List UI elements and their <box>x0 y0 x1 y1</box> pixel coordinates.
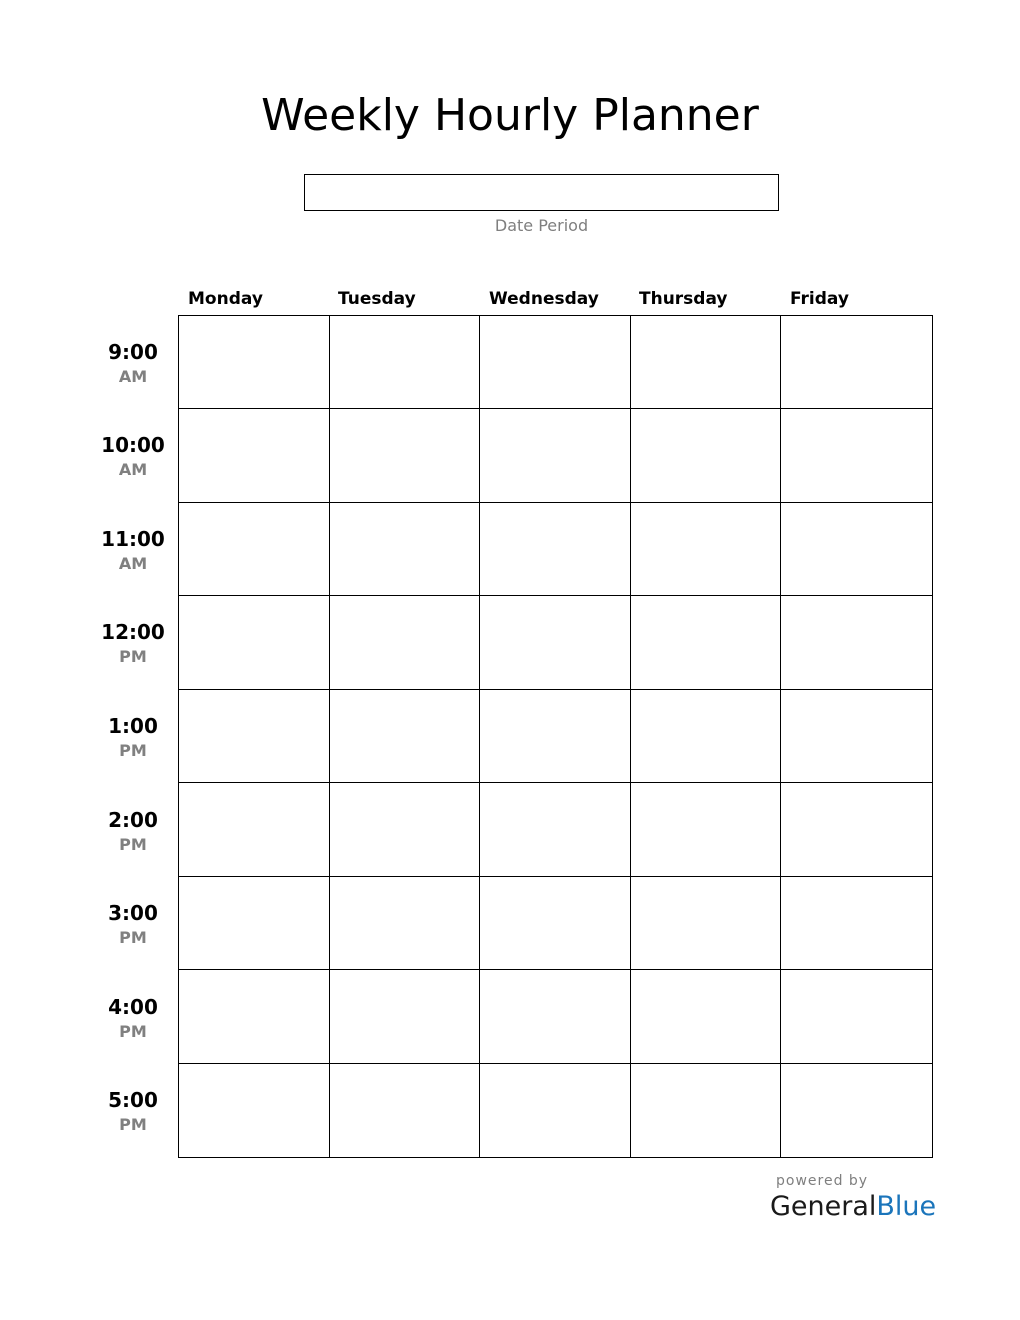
schedule-cell[interactable] <box>480 503 631 596</box>
schedule-cell[interactable] <box>631 783 782 876</box>
time-period: AM <box>118 367 148 386</box>
schedule-cell[interactable] <box>480 690 631 783</box>
schedule-cell[interactable] <box>631 877 782 970</box>
schedule-cell[interactable] <box>631 1064 782 1157</box>
time-label <box>88 713 178 762</box>
date-period-field[interactable] <box>304 174 779 211</box>
time-period: PM <box>119 835 147 854</box>
schedule-cell[interactable] <box>179 1064 330 1157</box>
schedule-cell[interactable] <box>631 503 782 596</box>
schedule-cell[interactable] <box>631 690 782 783</box>
day-header-thursday: Thursday <box>639 289 728 309</box>
schedule-cell[interactable] <box>631 316 782 409</box>
schedule-cell[interactable] <box>781 970 932 1063</box>
schedule-cell[interactable] <box>480 596 631 689</box>
schedule-cell[interactable] <box>179 970 330 1063</box>
date-period-label: Date Period <box>494 216 589 235</box>
time-label <box>88 526 178 575</box>
page-title: Weekly Hourly Planner <box>261 90 759 141</box>
time-label <box>88 1087 178 1136</box>
time-label <box>88 807 178 856</box>
schedule-cell[interactable] <box>480 316 631 409</box>
brand-logo-general: General <box>770 1191 877 1222</box>
schedule-cell[interactable] <box>781 596 932 689</box>
schedule-cell[interactable] <box>631 970 782 1063</box>
time-hour: 9:00 <box>108 340 158 364</box>
schedule-grid <box>178 315 933 1158</box>
schedule-cell[interactable] <box>781 316 932 409</box>
day-header-tuesday: Tuesday <box>338 289 416 309</box>
powered-by-text: powered by <box>776 1173 869 1189</box>
time-hour: 3:00 <box>108 901 158 925</box>
schedule-cell[interactable] <box>179 690 330 783</box>
time-label <box>88 432 178 481</box>
schedule-cell[interactable] <box>330 409 481 502</box>
schedule-cell[interactable] <box>480 409 631 502</box>
brand-logo <box>770 1190 936 1224</box>
schedule-cell[interactable] <box>330 690 481 783</box>
time-label <box>88 994 178 1043</box>
schedule-cell[interactable] <box>480 1064 631 1157</box>
schedule-cell[interactable] <box>179 596 330 689</box>
schedule-cell[interactable] <box>781 409 932 502</box>
schedule-cell[interactable] <box>631 409 782 502</box>
time-label <box>88 339 178 388</box>
time-period: PM <box>119 647 147 666</box>
time-hour: 10:00 <box>101 433 165 457</box>
time-period: PM <box>119 928 147 947</box>
schedule-cell[interactable] <box>179 503 330 596</box>
day-header-friday: Friday <box>790 289 849 309</box>
schedule-cell[interactable] <box>330 503 481 596</box>
schedule-cell[interactable] <box>179 783 330 876</box>
time-hour: 2:00 <box>108 808 158 832</box>
time-hour: 1:00 <box>108 714 158 738</box>
schedule-cell[interactable] <box>179 316 330 409</box>
schedule-cell[interactable] <box>480 877 631 970</box>
schedule-cell[interactable] <box>480 970 631 1063</box>
schedule-cell[interactable] <box>330 316 481 409</box>
time-label <box>88 900 178 949</box>
schedule-cell[interactable] <box>480 783 631 876</box>
day-header-wednesday: Wednesday <box>489 289 599 309</box>
schedule-cell[interactable] <box>330 970 481 1063</box>
schedule-cell[interactable] <box>781 503 932 596</box>
schedule-cell[interactable] <box>330 1064 481 1157</box>
time-period: AM <box>118 460 148 479</box>
time-hour: 5:00 <box>108 1088 158 1112</box>
time-hour: 12:00 <box>101 620 165 644</box>
time-hour: 4:00 <box>108 995 158 1019</box>
schedule-cell[interactable] <box>631 596 782 689</box>
day-header-monday: Monday <box>188 289 263 309</box>
time-period: PM <box>119 1115 147 1134</box>
schedule-cell[interactable] <box>179 877 330 970</box>
schedule-cell[interactable] <box>781 1064 932 1157</box>
brand-logo-blue: Blue <box>876 1191 937 1222</box>
schedule-cell[interactable] <box>330 783 481 876</box>
schedule-cell[interactable] <box>781 877 932 970</box>
time-period: PM <box>119 1022 147 1041</box>
time-hour: 11:00 <box>101 527 165 551</box>
schedule-cell[interactable] <box>330 877 481 970</box>
time-period: AM <box>118 554 148 573</box>
schedule-cell[interactable] <box>330 596 481 689</box>
time-label <box>88 619 178 668</box>
time-period: PM <box>119 741 147 760</box>
schedule-cell[interactable] <box>781 690 932 783</box>
schedule-cell[interactable] <box>179 409 330 502</box>
schedule-cell[interactable] <box>781 783 932 876</box>
